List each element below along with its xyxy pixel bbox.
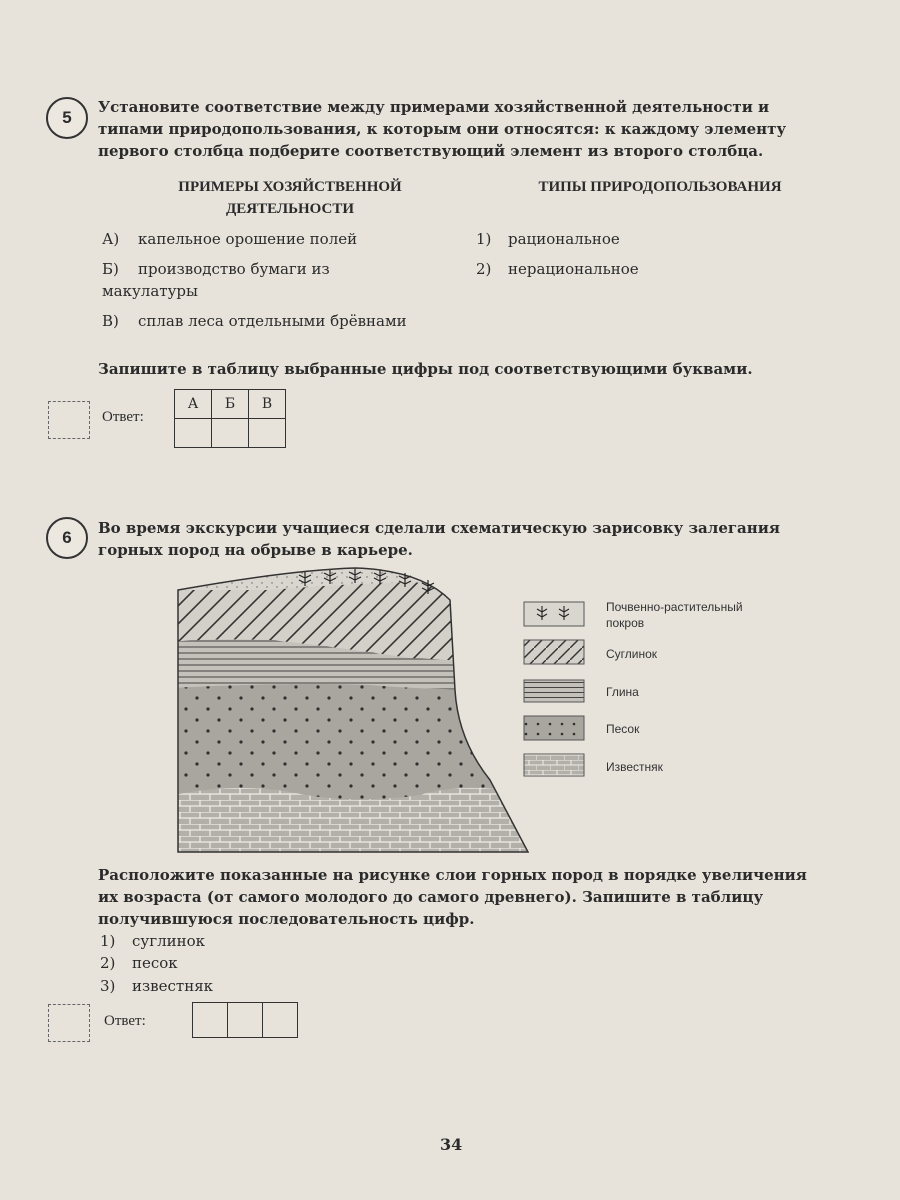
example-text: капельное орошение полей [138,230,358,248]
legend-label-clay: Глина [606,685,639,699]
legend-swatches [522,600,588,780]
example-letter: В) [102,312,119,330]
examples-column-heading: ПРИМЕРЫ ХОЗЯЙСТВЕННОЙ ДЕЯТЕЛЬНОСТИ [178,179,402,217]
q6-answer-cells [193,1002,298,1038]
type-text: рациональное [508,230,620,248]
q6-answer-label: Ответ: [104,1013,146,1029]
legend-label-limestone: Известняк [606,760,663,774]
legend-swatch-clay [524,680,584,702]
example-letter: А) [102,230,120,248]
answer-cell-v[interactable] [249,419,286,448]
legend-swatch-sand [524,716,584,740]
question-6-text: Во время экскурсии учащиеся сделали схематическую зарисовку залегания горных пород на обрыве в карьере. [98,519,780,559]
option-text: песок [132,954,178,972]
option-text: суглинок [132,932,206,950]
legend-label-sand: Песок [606,722,640,736]
question-number-text: 6 [62,528,72,547]
question-5-number [46,97,88,139]
option-number: 1) [100,932,116,950]
example-b [102,258,372,302]
q6-option-1 [100,930,205,952]
legend-swatch-soil [524,602,584,626]
example-letter: Б) [102,260,119,278]
q5-instruction: Запишите в таблицу выбранные цифры под соответствующими буквами. [98,360,753,378]
legend-swatch-limestone [524,754,584,776]
legend-label-loam: Суглинок [606,647,658,661]
type-text: нерациональное [508,260,639,278]
q6-option-2 [100,952,178,974]
question-5-text: Установите соответствие между примерами хозяйственной деятельности и типами природопользования, к которым они относятся: к каждому элементу первого столбца подберите соответствующий элемент из второго столбца. [98,98,787,160]
option-number: 2) [100,954,116,972]
answer-cell-3[interactable] [262,1002,298,1038]
option-number: 3) [100,977,116,995]
q5-score-box[interactable] [48,401,90,439]
type-1 [476,228,620,250]
q6-instruction: Расположите показанные на рисунке слои горных пород в порядке увеличения их возраста (от самого молодого до самого древнего). Запишите в таблицу получившуюся последовательность цифр. [98,866,807,928]
example-v [102,310,442,332]
q6-option-3 [100,975,213,997]
legend-swatch-loam [524,640,584,664]
types-column-heading: ТИПЫ ПРИРОДОПОЛЬЗОВАНИЯ [538,179,782,195]
type-number: 2) [476,260,492,278]
option-text: известняк [132,977,214,995]
q6-score-box[interactable] [48,1004,90,1042]
example-text: сплав леса отдельными брёвнами [138,312,407,330]
answer-header-b: Б [212,390,249,419]
page-number: 34 [440,1135,463,1154]
question-number-text: 5 [62,108,72,127]
rock-layers-diagram [170,560,540,860]
answer-header-a: А [175,390,212,419]
example-a [102,228,432,250]
answer-cell-b[interactable] [212,419,249,448]
example-text: производство бумаги из макулатуры [102,260,330,300]
type-number: 1) [476,230,492,248]
type-2 [476,258,639,280]
question-6-number [46,517,88,559]
answer-header-v: В [249,390,286,419]
answer-cell-a[interactable] [175,419,212,448]
legend-label-soil: Почвенно-растительный покров [606,600,743,630]
q5-answer-table [174,389,286,448]
answer-cell-2[interactable] [227,1002,263,1038]
q5-answer-label: Ответ: [102,409,144,425]
answer-cell-1[interactable] [192,1002,228,1038]
